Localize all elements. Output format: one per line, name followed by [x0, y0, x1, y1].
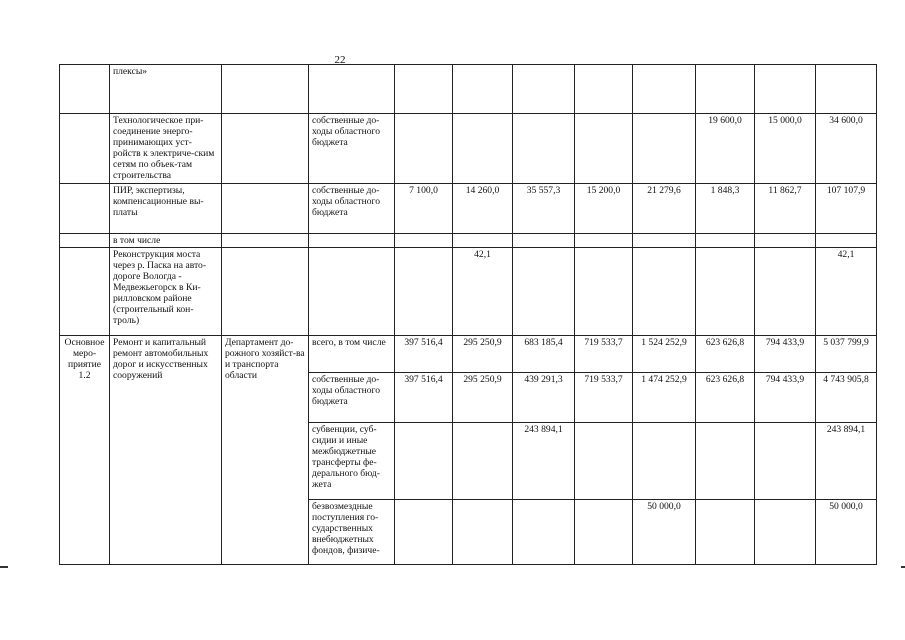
value-cell: [696, 500, 755, 565]
table-row: [60, 65, 877, 114]
margin-mark-left: [0, 566, 8, 568]
executor-cell: [222, 234, 309, 248]
value-cell: 1 848,3: [696, 184, 755, 234]
main-event-name-cell: Основное меро-приятие 1.2: [60, 336, 110, 565]
value-cell: 1 524 252,9: [633, 336, 696, 373]
value-cell: 623 626,8: [696, 336, 755, 373]
value-cell: [575, 423, 633, 500]
value-cell: [633, 248, 696, 336]
page-number: 22: [334, 54, 346, 66]
source-cell: собственные до-ходы областного бюджета: [309, 114, 395, 184]
value-cell: 50 000,0: [633, 500, 696, 565]
value-cell: 7 100,0: [395, 184, 453, 234]
value-cell: [633, 234, 696, 248]
value-cell: 19 600,0: [696, 114, 755, 184]
value-cell: 11 862,7: [755, 184, 816, 234]
value-cell: 719 533,7: [575, 336, 633, 373]
value-cell: [575, 234, 633, 248]
value-cell: [395, 248, 453, 336]
table-row: [60, 234, 877, 248]
value-cell: [633, 65, 696, 114]
value-cell: 21 279,6: [633, 184, 696, 234]
name-cell: [60, 234, 110, 248]
value-cell: [453, 234, 513, 248]
value-cell: [453, 423, 513, 500]
value-cell: 15 200,0: [575, 184, 633, 234]
value-cell: [575, 65, 633, 114]
value-cell: 107 107,9: [816, 184, 877, 234]
value-cell: 4 743 905,8: [816, 373, 877, 423]
value-cell: [755, 423, 816, 500]
budget-table: [59, 64, 877, 565]
name-cell: [60, 248, 110, 336]
name-cell: [60, 114, 110, 184]
activity-cell: Технологическое при-соединение энерго-принимающих уст-ройств к электриче-ским сетям по объек-там строительства: [110, 114, 222, 184]
value-cell: [513, 114, 575, 184]
main-event-executor-cell: Департамент до-рожного хозяйст-ва и транспорта области: [222, 336, 309, 565]
value-cell: [395, 234, 453, 248]
activity-cell: в том числе: [110, 234, 222, 248]
value-cell: 683 185,4: [513, 336, 575, 373]
value-cell: 719 533,7: [575, 373, 633, 423]
value-cell: [453, 500, 513, 565]
table-row: [60, 184, 877, 234]
value-cell: [696, 65, 755, 114]
table-row: [60, 336, 877, 373]
name-cell: [60, 184, 110, 234]
executor-cell: [222, 114, 309, 184]
value-cell: 243 894,1: [513, 423, 575, 500]
value-cell: [696, 248, 755, 336]
activity-cell: плексы»: [110, 65, 222, 114]
value-cell: 794 433,9: [755, 336, 816, 373]
value-cell: [395, 423, 453, 500]
value-cell: [395, 65, 453, 114]
source-cell: субвенции, суб-сидии и иные межбюджетные трансферты фе-дерального бюд-жета: [309, 423, 395, 500]
value-cell: 42,1: [816, 248, 877, 336]
value-cell: [755, 234, 816, 248]
value-cell: [575, 500, 633, 565]
value-cell: 397 516,4: [395, 373, 453, 423]
activity-cell: ПИР, экспертизы, компенсационные вы-платы: [110, 184, 222, 234]
value-cell: [453, 114, 513, 184]
source-cell: [309, 65, 395, 114]
value-cell: [395, 114, 453, 184]
source-cell: собственные до-ходы областного бюджета: [309, 184, 395, 234]
value-cell: [755, 248, 816, 336]
value-cell: 397 516,4: [395, 336, 453, 373]
value-cell: [755, 65, 816, 114]
value-cell: 295 250,9: [453, 373, 513, 423]
value-cell: [513, 234, 575, 248]
value-cell: [816, 65, 877, 114]
value-cell: 50 000,0: [816, 500, 877, 565]
value-cell: [633, 423, 696, 500]
source-cell: [309, 234, 395, 248]
value-cell: [633, 114, 696, 184]
name-cell: [60, 65, 110, 114]
value-cell: 15 000,0: [755, 114, 816, 184]
margin-mark-right: [901, 566, 905, 568]
value-cell: 5 037 799,9: [816, 336, 877, 373]
value-cell: [755, 500, 816, 565]
value-cell: [575, 114, 633, 184]
value-cell: 295 250,9: [453, 336, 513, 373]
source-cell: безвозмездные поступления го-сударственных внебюджетных фондов, физиче-: [309, 500, 395, 565]
value-cell: 243 894,1: [816, 423, 877, 500]
activity-cell: Реконструкция моста через р. Паска на авто-дороге Вологда - Медвежьегорск в Ки-рилловском районе (строительный кон-троль): [110, 248, 222, 336]
value-cell: 14 260,0: [453, 184, 513, 234]
value-cell: 794 433,9: [755, 373, 816, 423]
value-cell: [513, 500, 575, 565]
source-cell: всего, в том числе: [309, 336, 395, 373]
main-event-activity-cell: Ремонт и капитальный ремонт автомобильных дорог и искусственных сооружений: [110, 336, 222, 565]
table-row: [60, 114, 877, 184]
value-cell: [395, 500, 453, 565]
value-cell: 35 557,3: [513, 184, 575, 234]
executor-cell: [222, 65, 309, 114]
value-cell: [453, 65, 513, 114]
value-cell: 1 474 252,9: [633, 373, 696, 423]
value-cell: [513, 248, 575, 336]
table-row: [60, 248, 877, 336]
value-cell: [696, 423, 755, 500]
value-cell: 623 626,8: [696, 373, 755, 423]
executor-cell: [222, 184, 309, 234]
source-cell: собственные до-ходы областного бюджета: [309, 373, 395, 423]
source-cell: [309, 248, 395, 336]
value-cell: 439 291,3: [513, 373, 575, 423]
executor-cell: [222, 248, 309, 336]
value-cell: [575, 248, 633, 336]
value-cell: [513, 65, 575, 114]
value-cell: [696, 234, 755, 248]
value-cell: [816, 234, 877, 248]
value-cell: 34 600,0: [816, 114, 877, 184]
value-cell: 42,1: [453, 248, 513, 336]
